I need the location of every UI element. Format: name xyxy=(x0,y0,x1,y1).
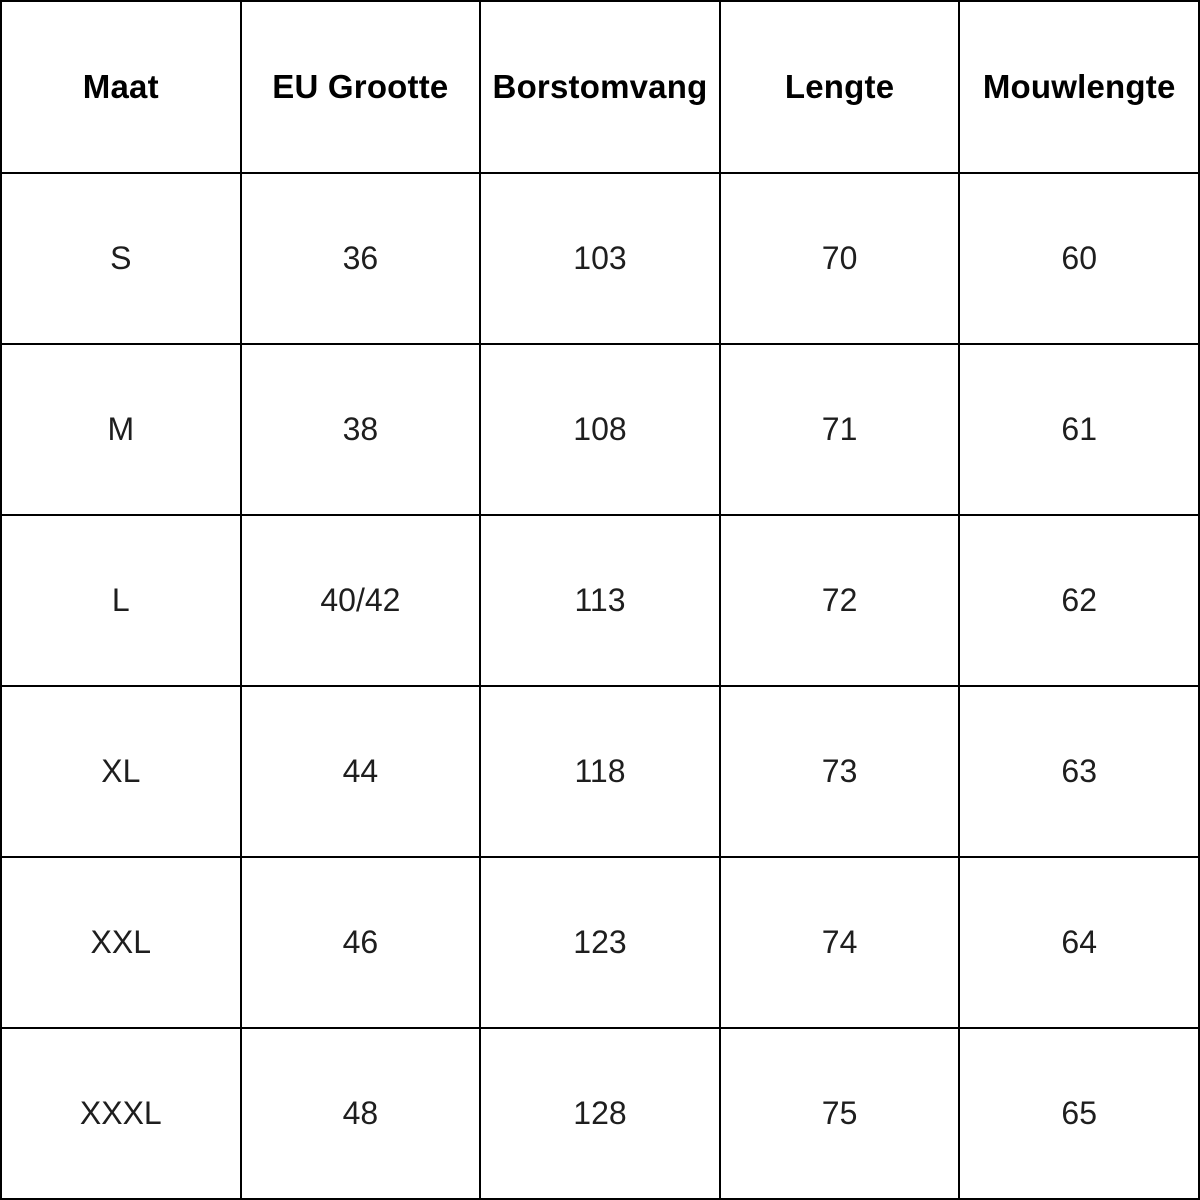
table-row-xxl xyxy=(1,857,1199,1028)
cell-eu-grootte: 36 xyxy=(241,173,481,344)
cell-mouwlengte: 61 xyxy=(959,344,1199,515)
cell-maat: L xyxy=(1,515,241,686)
cell-mouwlengte: 60 xyxy=(959,173,1199,344)
cell-eu-grootte: 48 xyxy=(241,1028,481,1199)
cell-maat: S xyxy=(1,173,241,344)
cell-lengte: 72 xyxy=(720,515,960,686)
cell-borstomvang: 118 xyxy=(480,686,720,857)
column-header-borstomvang: Borstomvang xyxy=(480,1,720,173)
column-header-mouwlengte: Mouwlengte xyxy=(959,1,1199,173)
cell-lengte: 71 xyxy=(720,344,960,515)
cell-maat: XXL xyxy=(1,857,241,1028)
cell-eu-grootte: 40/42 xyxy=(241,515,481,686)
cell-mouwlengte: 63 xyxy=(959,686,1199,857)
column-header-eu-grootte: EU Grootte xyxy=(241,1,481,173)
cell-borstomvang: 103 xyxy=(480,173,720,344)
cell-borstomvang: 108 xyxy=(480,344,720,515)
cell-maat: M xyxy=(1,344,241,515)
table-header xyxy=(1,1,1199,173)
cell-maat: XL xyxy=(1,686,241,857)
header-row xyxy=(1,1,1199,173)
cell-lengte: 73 xyxy=(720,686,960,857)
cell-maat: XXXL xyxy=(1,1028,241,1199)
table-row-m xyxy=(1,344,1199,515)
cell-eu-grootte: 38 xyxy=(241,344,481,515)
cell-mouwlengte: 62 xyxy=(959,515,1199,686)
cell-lengte: 75 xyxy=(720,1028,960,1199)
table-row-l xyxy=(1,515,1199,686)
cell-lengte: 70 xyxy=(720,173,960,344)
table-row-xl xyxy=(1,686,1199,857)
cell-mouwlengte: 64 xyxy=(959,857,1199,1028)
cell-eu-grootte: 46 xyxy=(241,857,481,1028)
table-row-xxxl xyxy=(1,1028,1199,1199)
cell-borstomvang: 128 xyxy=(480,1028,720,1199)
table-body xyxy=(1,173,1199,1199)
cell-borstomvang: 123 xyxy=(480,857,720,1028)
column-header-lengte: Lengte xyxy=(720,1,960,173)
cell-mouwlengte: 65 xyxy=(959,1028,1199,1199)
cell-eu-grootte: 44 xyxy=(241,686,481,857)
column-header-maat: Maat xyxy=(1,1,241,173)
table-row-s xyxy=(1,173,1199,344)
cell-lengte: 74 xyxy=(720,857,960,1028)
cell-borstomvang: 113 xyxy=(480,515,720,686)
